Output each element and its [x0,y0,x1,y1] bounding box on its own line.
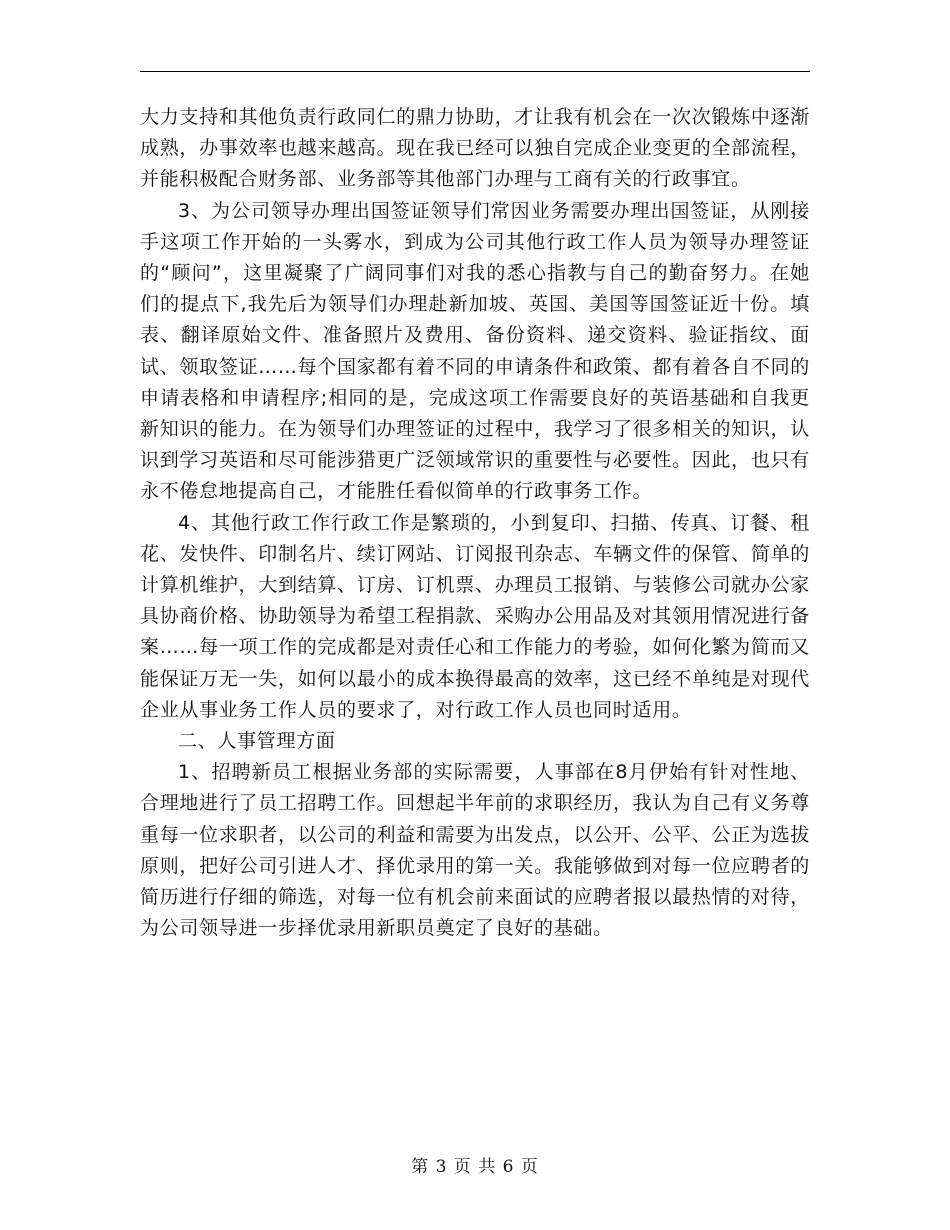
section-heading-hr: 二、人事管理方面 [178,730,336,753]
document-body [140,102,810,944]
header-rule [140,71,810,72]
paragraph-visa: 3、为公司领导办理出国签证领导们常因业务需要办理出国签证，从刚接手这项工作开始的一头雾水，到成为公司其他行政工作人员为领导办理签证的“顾问”，这里凝聚了广阔同事们对我的悉心指教与自己的勤奋努力。在她们的提点下,我先后为领导们办理赴新加坡、英国、美国等国签证近十份。填表、翻译原始文件、准备照片及费用、备份资料、递交资料、验证指纹、面试、领取签证……每个国家都有着不同的申请条件和政策、都有着各自不同的申请表格和申请程序;相同的是，完成这项工作需要良好的英语基础和自我更新知识的能力。在为领导们办理签证的过程中，我学习了很多相关的知识，认识到学习英语和尽可能涉猎更广泛领域常识的重要性与必要性。因此，也只有永不倦怠地提高自己，才能胜任看似简单的行政事务工作。 [140,199,810,503]
paragraph-other-admin: 4、其他行政工作行政工作是繁琐的，小到复印、扫描、传真、订餐、租花、发快件、印制名片、续订网站、订阅报刊杂志、车辆文件的保管、简单的计算机维护，大到结算、订房、订机票、办理员工报销、与装修公司就办公家具协商价格、协助领导为希望工程捐款、采购办公用品及对其领用情况进行备案……每一项工作的完成都是对责任心和工作能力的考验，如何化繁为简而又能保证万无一失，如何以最小的成本换得最高的效率，这已经不单纯是对现代企业从事业务工作人员的要求了，对行政工作人员也同时适用。 [140,511,810,721]
paragraph-recruitment: 1、招聘新员工根据业务部的实际需要，人事部在8月伊始有针对性地、合理地进行了员工招聘工作。回想起半年前的求职经历，我认为自己有义务尊重每一位求职者，以公司的利益和需要为出发点，以公开、公平、公正为选拔原则，把好公司引进人才、择优录用的第一关。我能够做到对每一位应聘者的简历进行仔细的筛选，对每一位有机会前来面试的应聘者报以最热情的对待，为公司领导进一步择优录用新职员奠定了良好的基础。 [140,761,810,940]
page-footer: 第 3 页 共 6 页 [411,1157,539,1177]
paragraph-continued: 大力支持和其他负责行政同仁的鼎力协助，才让我有机会在一次次锻炼中逐渐成熟，办事效率也越来越高。现在我已经可以独自完成企业变更的全部流程，并能积极配合财务部、业务部等其他部门办理与工商有关的行政事宜。 [140,106,810,191]
